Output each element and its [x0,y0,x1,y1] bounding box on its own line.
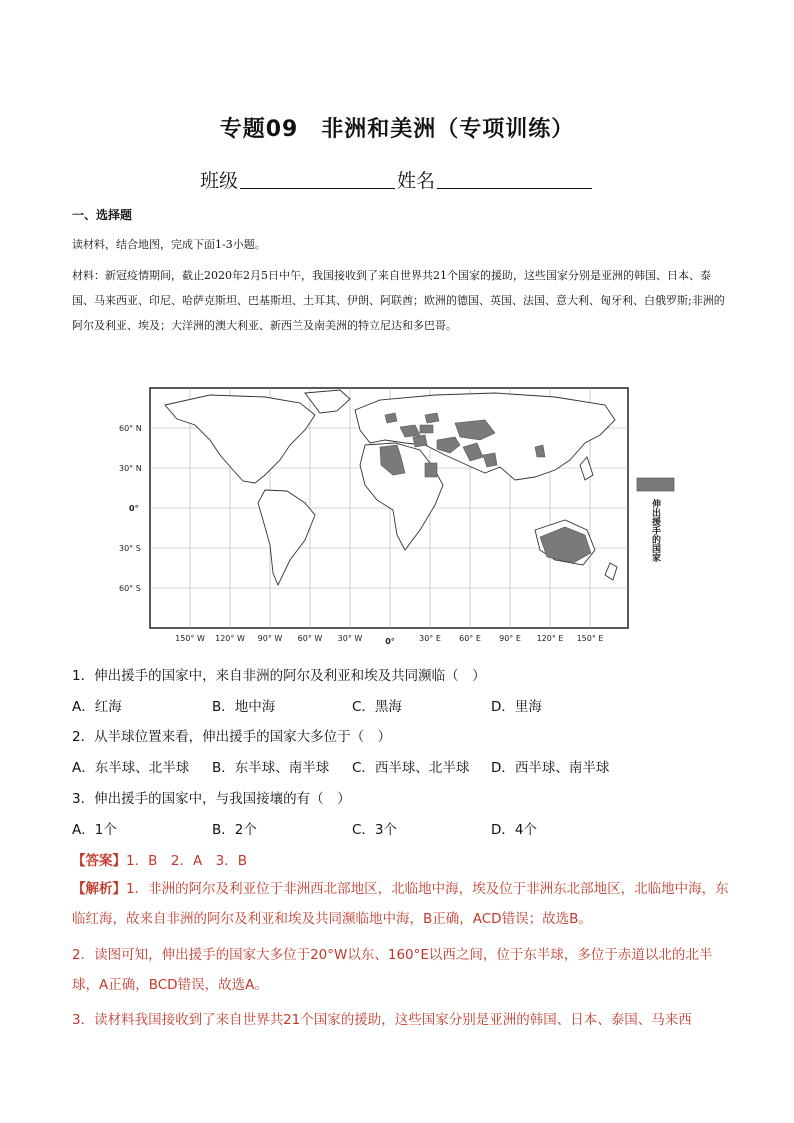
lon-label-0: 0° [385,637,395,646]
lat-label-equator: 0° [129,504,139,513]
page-title: 专题09 非洲和美洲（专项训练） [219,117,575,142]
q3-option-c[interactable]: C．3个 [352,822,398,838]
q2-option-b[interactable]: B．东半球、南半球 [212,760,330,776]
analysis-1-text: 1．非洲的阿尔及利亚位于非洲西北部地区，北临地中海，埃及位于非洲东北部地区，北临地中海，东临红海，故来自非洲的阿尔及利亚和埃及共同濒临地中海，B正确，ACD错误；故选B。 [72,881,729,927]
q1-option-a[interactable]: A．红海 [72,699,122,715]
world-map [115,385,680,650]
question-2-stem: 2．从半球位置来看，伸出援手的国家大多位于（ ） [72,729,392,745]
q2-option-d[interactable]: D．西半球、南半球 [491,760,610,776]
name-blank[interactable] [437,170,592,189]
q1-option-b[interactable]: B．地中海 [212,699,276,715]
q2-option-c[interactable]: C．西半球、北半球 [352,760,470,776]
lon-label-60e: 60° E [459,634,481,643]
lon-label-90w: 90° W [257,634,283,643]
lon-label-150w: 150° W [175,634,205,643]
class-label: 班级 [199,170,238,192]
legend-swatch [637,478,674,491]
question-3-stem: 3．伸出援手的国家中，与我国接壤的有（ ） [72,791,351,807]
analysis-1 [72,874,732,934]
lon-label-150e: 150° E [576,634,604,643]
longitude-labels [175,634,603,646]
q1-option-c[interactable]: C．黑海 [352,699,402,715]
latitude-labels [119,424,142,593]
lon-label-120e: 120° E [536,634,564,643]
analysis-2: 2．读图可知，伸出援手的国家大多位于20°W以东、160°E以西之间，位于东半球，多位于赤道以北的北半球，A正确，BCD错误，故选A。 [72,947,713,993]
legend-label: 伸出援手的国家 [650,499,660,562]
q3-option-b[interactable]: B．2个 [212,822,257,838]
section-heading: 一、选择题 [72,208,133,222]
lat-label-30s: 30° S [119,544,141,553]
lat-label-60n: 60° N [119,424,142,433]
q2-option-a[interactable]: A．东半球、北半球 [72,760,190,776]
question-1-stem: 1．伸出援手的国家中，来自非洲的阿尔及利亚和埃及共同濒临（ ） [72,668,486,684]
intro-text: 读材料，结合地图，完成下面1-3小题。 [72,238,266,251]
analysis-label: 【解析】 [72,881,126,897]
q1-option-d[interactable]: D．里海 [491,699,542,715]
material-text: 材料：新冠疫情期间，截止2020年2月5日中午，我国接收到了来自世界共21个国家的援助，这些国家分别是亚洲的韩国、日本、泰国、马来西亚、印尼、哈萨克斯坦、巴基斯坦、土耳其、伊朗、阿联酋；欧洲的德国、英国、法国、意大利、匈牙利、白俄罗斯;非洲的阿尔及利亚、埃及；大洋洲的澳大利亚、新西兰及南美洲的特立尼达和多巴哥。 [72,269,725,332]
name-label: 姓名 [397,170,436,192]
lon-label-30e: 30° E [419,634,441,643]
class-blank[interactable] [240,170,395,189]
lon-label-120w: 120° W [215,634,245,643]
lat-label-60s: 60° S [119,584,141,593]
answer-text: 1．B 2．A 3．B [126,853,248,869]
lon-label-60w: 60° W [297,634,323,643]
lat-label-30n: 30° N [119,464,142,473]
answer-label: 【答案】 [72,853,126,869]
q3-option-d[interactable]: D．4个 [491,822,537,838]
analysis-3: 3．读材料我国接收到了来自世界共21个国家的援助，这些国家分别是亚洲的韩国、日本、泰国、马来西 [72,1012,692,1028]
class-name-line [0,166,794,193]
answer-line [72,849,247,869]
lon-label-30w: 30° W [337,634,363,643]
q3-option-a[interactable]: A．1个 [72,822,117,838]
lon-label-90e: 90° E [499,634,521,643]
